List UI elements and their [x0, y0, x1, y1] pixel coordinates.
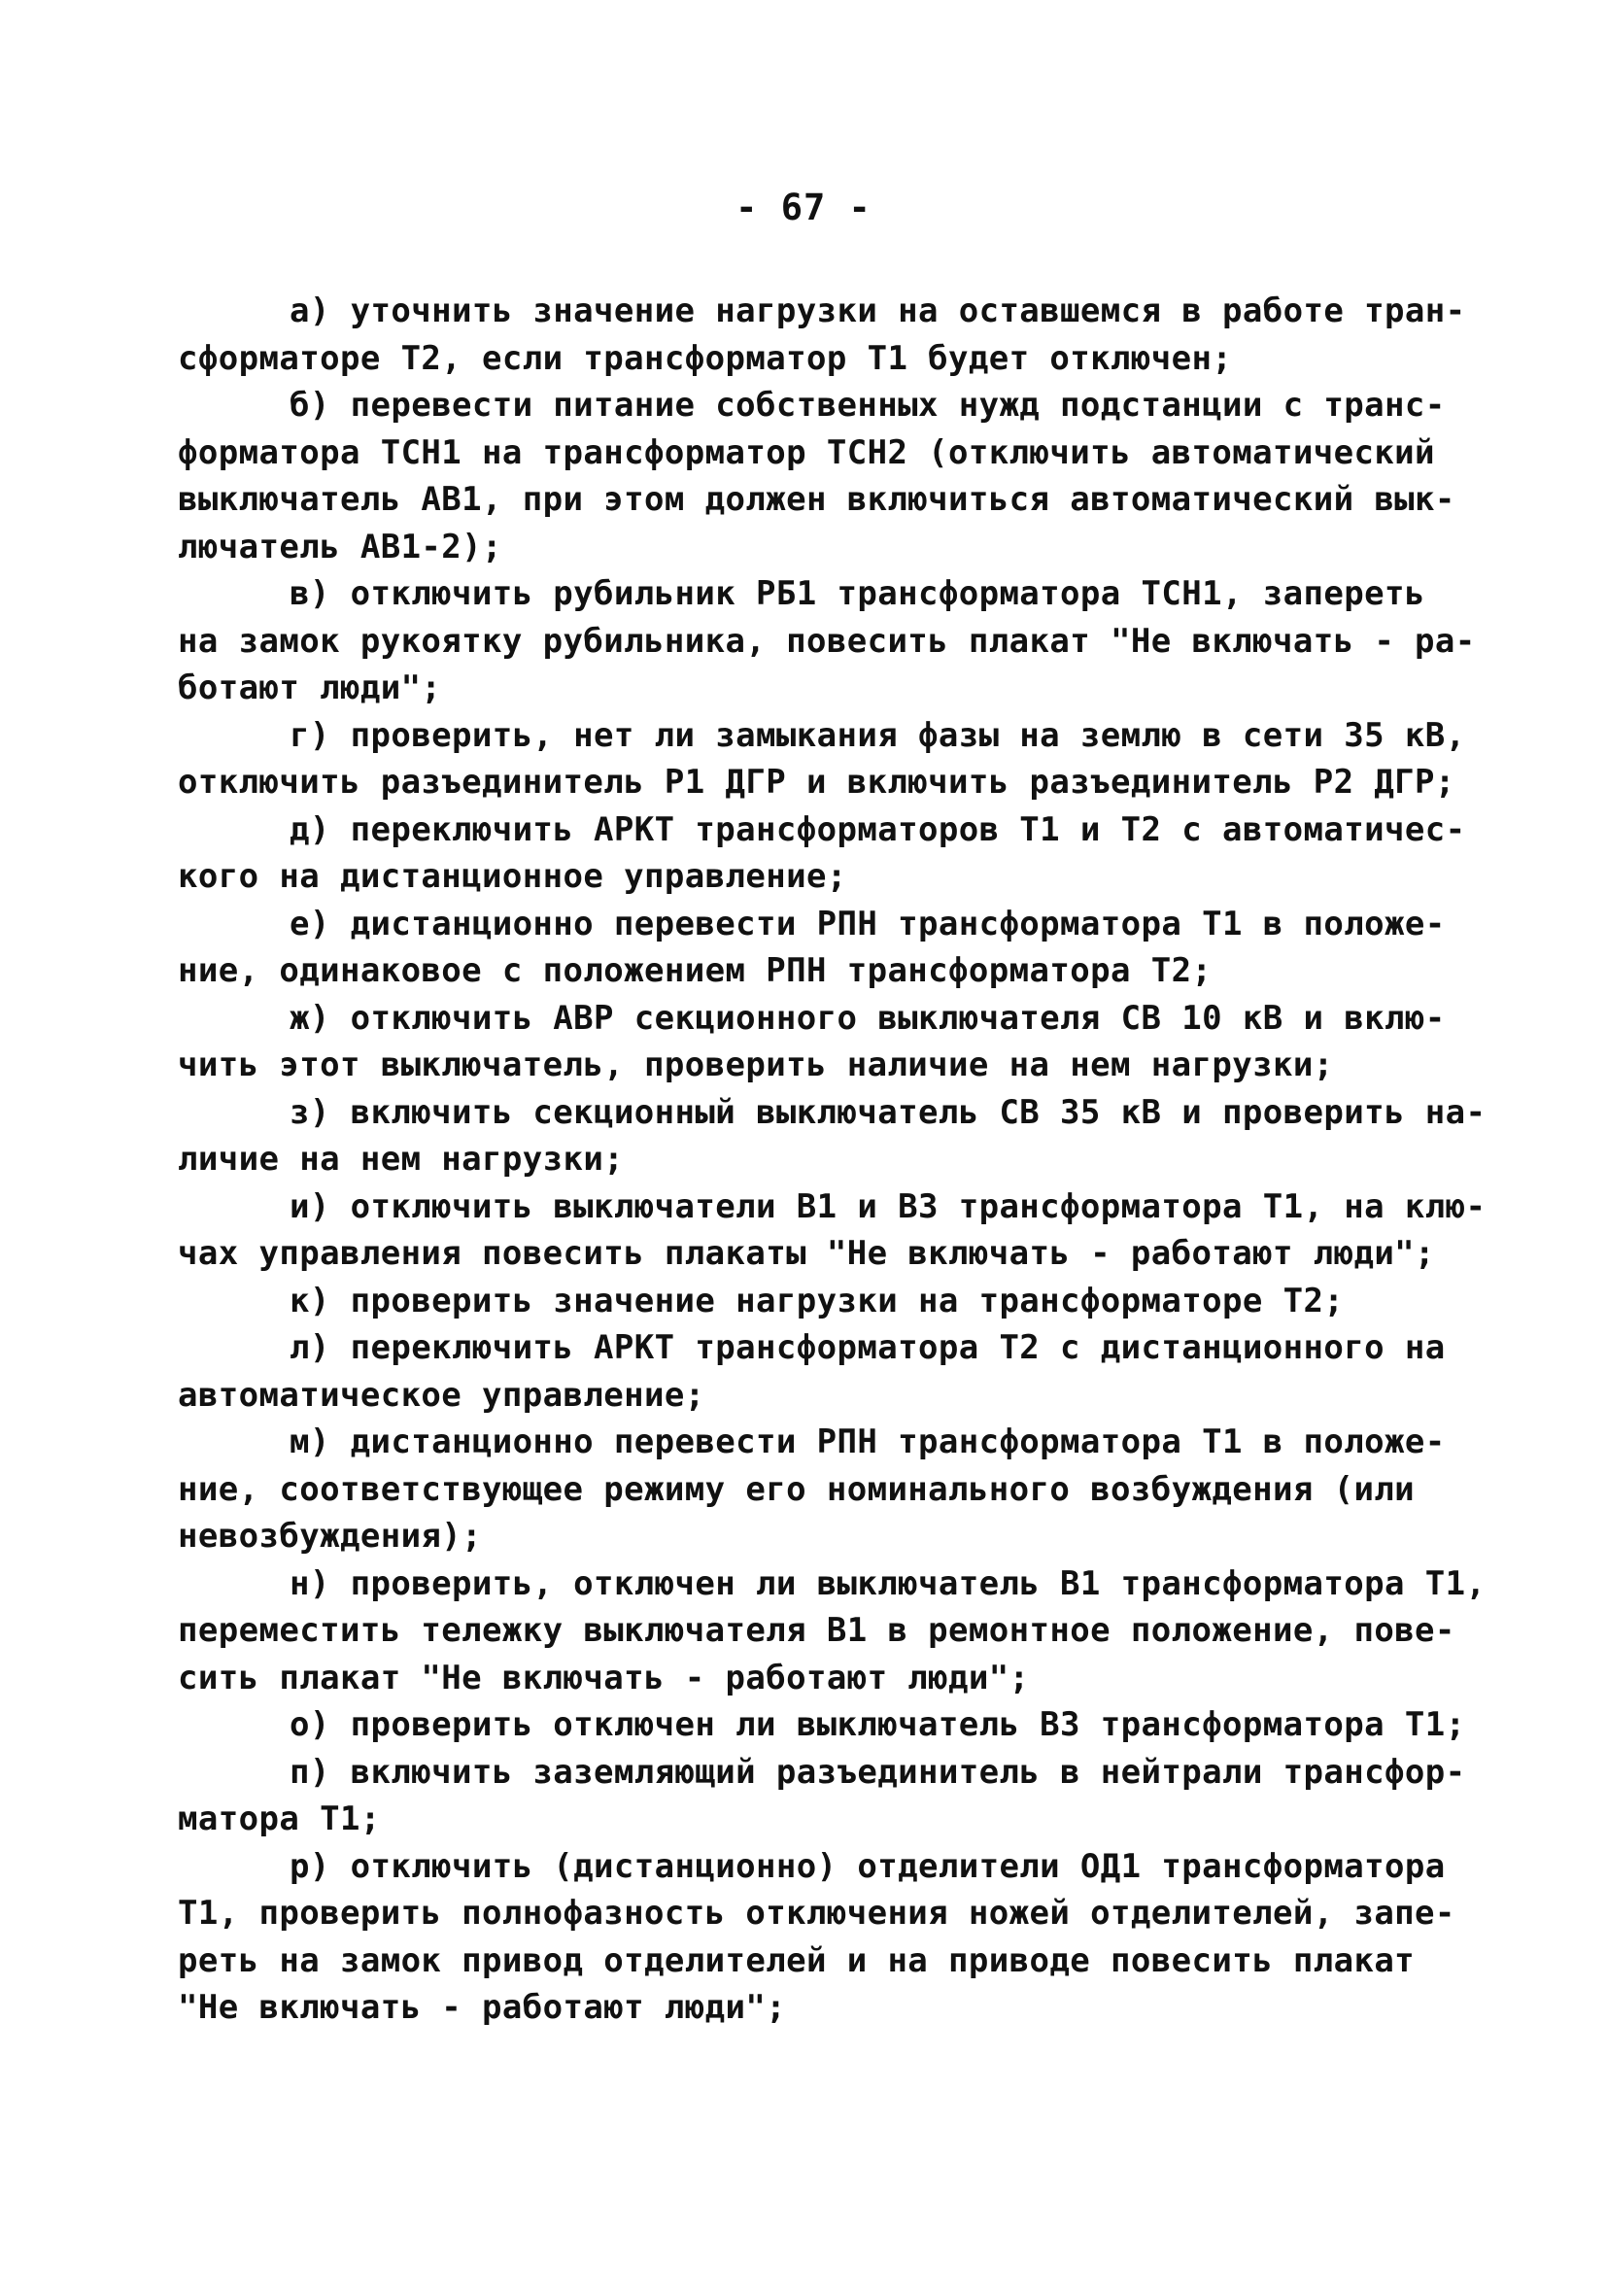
text-line: а) уточнить значение нагрузки на оставшемся в работе тран- — [290, 291, 1466, 330]
text-line: лючатель АВ1-2); — [178, 527, 502, 566]
text-line: к) проверить значение нагрузки на трансформаторе Т2; — [290, 1281, 1345, 1320]
text-line: н) проверить, отключен ли выключатель В1 трансформатора Т1, — [290, 1563, 1487, 1603]
page-number: - 67 - — [735, 187, 872, 228]
text-line: ж) отключить АВР секционного выключателя СВ 10 кВ и вклю- — [290, 998, 1446, 1038]
text-line: ботают люди"; — [178, 668, 442, 707]
text-line: невозбуждения); — [178, 1517, 483, 1556]
text-line: сить плакат "Не включать - работают люди"; — [178, 1658, 1030, 1697]
text-line: ние, соответствующее режиму его номинального возбуждения (или — [178, 1469, 1416, 1509]
text-line: в) отключить рубильник РБ1 трансформатора ТСН1, запереть — [290, 574, 1425, 613]
text-line: автоматическое управление; — [178, 1375, 705, 1415]
text-line: л) переключить АРКТ трансформатора Т2 с дистанционного на — [290, 1328, 1446, 1367]
text-line: переместить тележку выключателя В1 в ремонтное положение, пове- — [178, 1611, 1455, 1650]
text-line: "Не включать - работают люди"; — [178, 1988, 787, 2027]
text-line: на замок рукоятку рубильника, повесить плакат "Не включать - ра- — [178, 621, 1476, 661]
text-line: б) перевести питание собственных нужд подстанции с транс- — [290, 386, 1446, 425]
text-line: кого на дистанционное управление; — [178, 857, 847, 896]
text-line: з) включить секционный выключатель СВ 35 кВ и проверить на- — [290, 1092, 1487, 1132]
text-line: д) переключить АРКТ трансформаторов Т1 и Т2 с автоматичес- — [290, 809, 1466, 849]
text-line: о) проверить отключен ли выключатель В3 трансформатора Т1; — [290, 1705, 1466, 1744]
text-line: сформаторе Т2, если трансформатор Т1 будет отключен; — [178, 338, 1233, 378]
text-line: отключить разъединитель Р1 ДГР и включить разъединитель Р2 ДГР; — [178, 763, 1455, 802]
text-line: ние, одинаковое с положением РПН трансформатора Т2; — [178, 951, 1213, 990]
text-line: матора Т1; — [178, 1799, 381, 1838]
text-line: г) проверить, нет ли замыкания фазы на землю в сети 35 кВ, — [290, 715, 1466, 755]
text-line: е) дистанционно перевести РПН трансформатора Т1 в положе- — [290, 904, 1446, 943]
text-line: п) включить заземляющий разъединитель в нейтрали трансфор- — [290, 1752, 1466, 1792]
text-line: р) отключить (дистанционно) отделители ОД1 трансформатора — [290, 1846, 1446, 1886]
text-line: м) дистанционно перевести РПН трансформатора Т1 в положе- — [290, 1422, 1446, 1461]
text-line: и) отключить выключатели В1 и В3 трансформатора Т1, на клю- — [290, 1186, 1487, 1226]
document-body — [178, 288, 1487, 2032]
text-line: форматора ТСН1 на трансформатор ТСН2 (отключить автоматический — [178, 432, 1435, 472]
text-line: чить этот выключатель, проверить наличие на нем нагрузки; — [178, 1045, 1334, 1084]
text-line: реть на замок привод отделителей и на приводе повесить плакат — [178, 1940, 1416, 1980]
text-line: выключатель АВ1, при этом должен включиться автоматический вык- — [178, 480, 1455, 519]
text-line: личие на нем нагрузки; — [178, 1140, 625, 1179]
text-line: чах управления повесить плакаты "Не включать - работают люди"; — [178, 1234, 1435, 1273]
text-line: Т1, проверить полнофазность отключения ножей отделителей, запе- — [178, 1894, 1455, 1933]
